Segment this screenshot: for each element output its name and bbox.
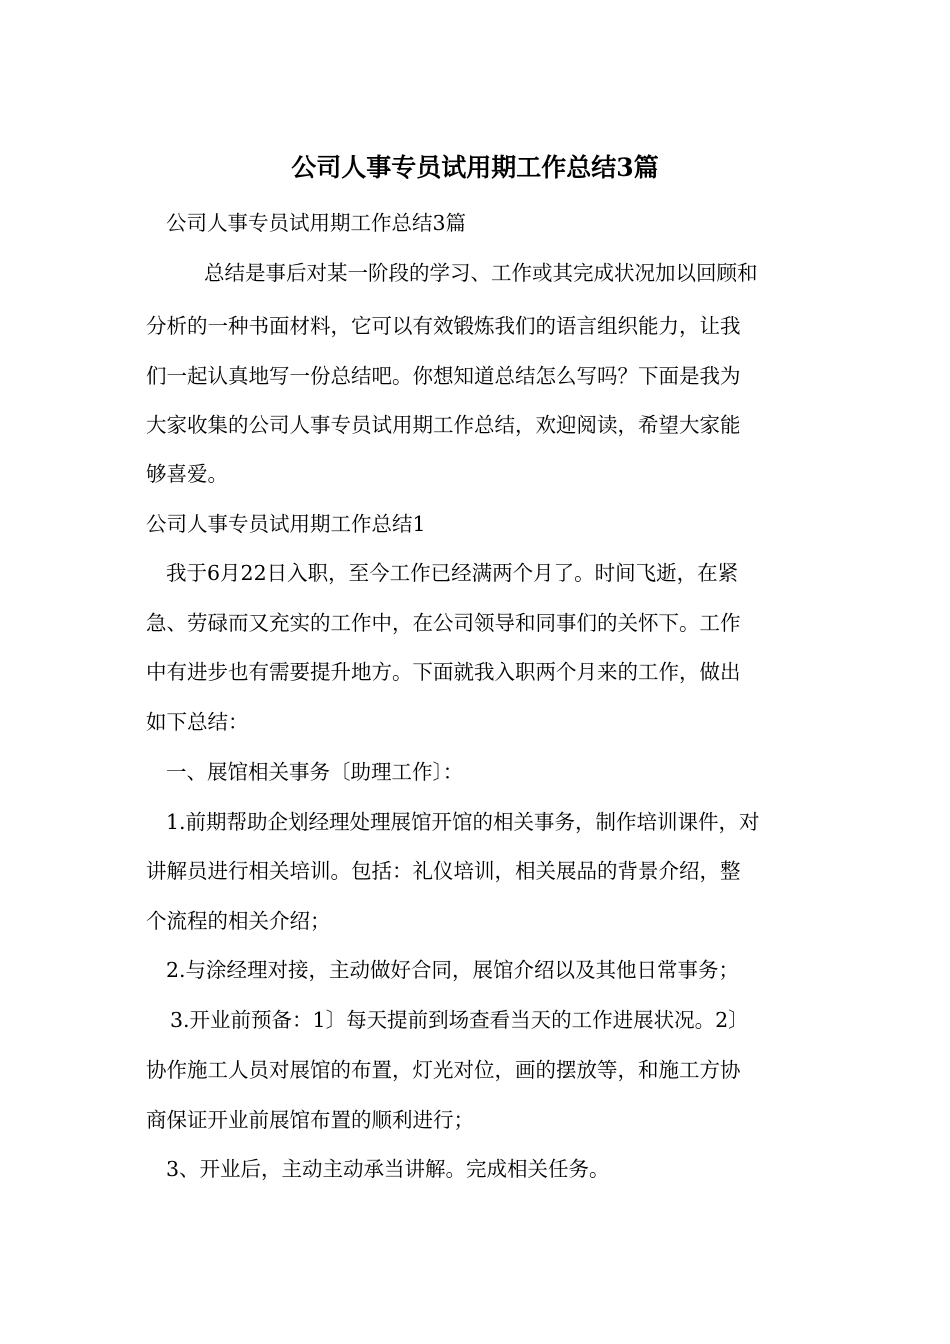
item1-line-3: 个流程的相关介绍； [146, 909, 331, 933]
section-heading: 公司人事专员试用期工作总结1 [146, 512, 426, 536]
document-subtitle: 公司人事专员试用期工作总结3篇 [166, 211, 467, 235]
intro-line-4: 大家收集的公司人事专员试用期工作总结，欢迎阅读，希望大家能 [146, 413, 741, 437]
item4-line: 3、开业后，主动主动承当讲解。完成相关任务。 [166, 1157, 610, 1181]
intro-line-2: 分析的一种书面材料，它可以有效锻炼我们的语言组织能力，让我 [146, 314, 741, 338]
item1-line-2: 讲解员进行相关培训。包括：礼仪培训，相关展品的背景介绍，整 [146, 859, 741, 883]
document-title: 公司人事专员试用期工作总结3篇 [291, 153, 659, 182]
item-heading: 一、展馆相关事务〔助理工作〕： [166, 760, 464, 784]
item3-line-1: 3.开业前预备：1〕每天提前到场查看当天的工作进展状况。2〕 [170, 1008, 749, 1032]
intro-line-3: 们一起认真地写一份总结吧。你想知道总结怎么写吗？下面是我为 [146, 364, 741, 388]
para1-line-2: 急、劳碌而又充实的工作中，在公司领导和同事们的关怀下。工作 [146, 611, 741, 635]
item3-line-3: 商保证开业前展馆布置的顺利进行； [146, 1108, 474, 1132]
para1-line-1: 我于6月22日入职，至今工作已经满两个月了。时间飞逝，在紧 [166, 561, 739, 585]
item2-line: 2.与涂经理对接，主动做好合同，展馆介绍以及其他日常事务； [166, 958, 740, 982]
para1-line-3: 中有进步也有需要提升地方。下面就我入职两个月来的工作，做出 [146, 660, 741, 684]
item1-line-1: 1.前期帮助企划经理处理展馆开馆的相关事务，制作培训课件，对 [166, 810, 760, 834]
intro-line-1: 总结是事后对某一阶段的学习、工作或其完成状况加以回顾和 [204, 261, 758, 285]
intro-line-5: 够喜爱。 [146, 462, 228, 486]
para1-line-4: 如下总结： [146, 710, 249, 734]
item3-line-2: 协作施工人员对展馆的布置，灯光对位，画的摆放等，和施工方协 [146, 1058, 741, 1082]
